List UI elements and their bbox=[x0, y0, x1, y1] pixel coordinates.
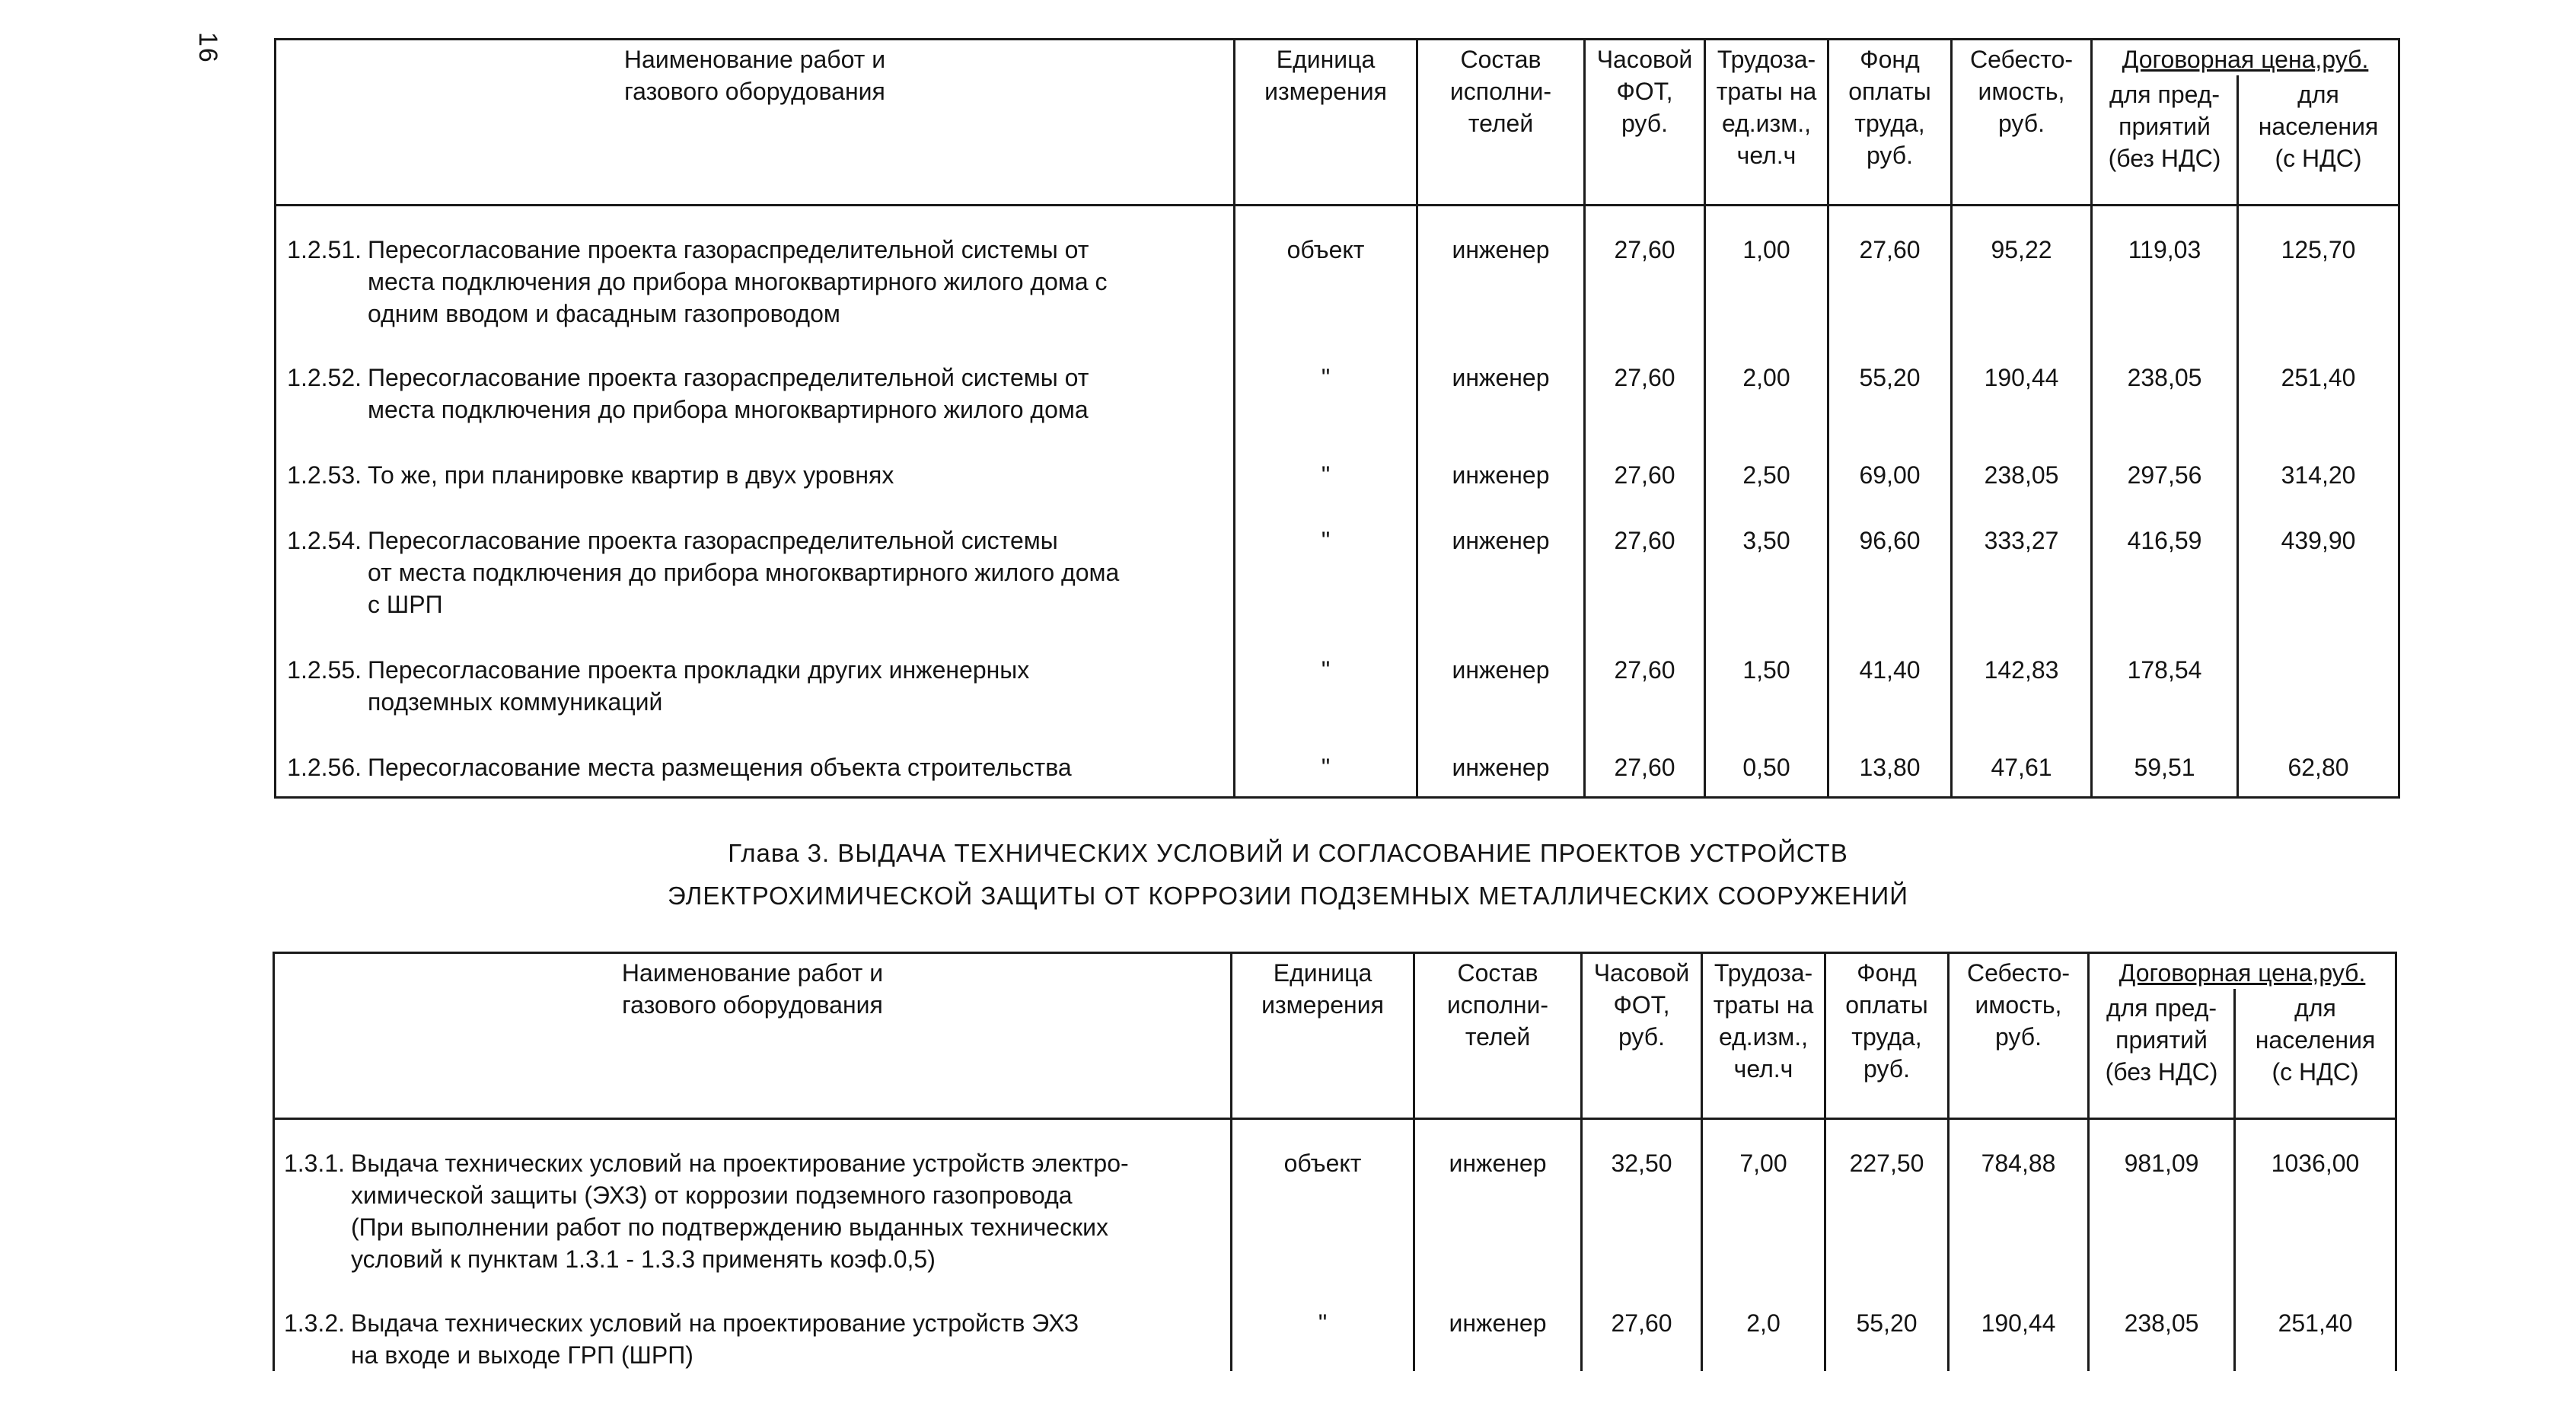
population-cell: 251,40 bbox=[2235, 1280, 2396, 1371]
header-contract-price: Договорная цена,руб. bbox=[2092, 40, 2399, 76]
work-name-cell bbox=[274, 1118, 1232, 1280]
item-number: 1.2.51. bbox=[287, 235, 362, 263]
hourly-cell: 27,60 bbox=[1585, 497, 1705, 627]
population-cell: 251,40 bbox=[2238, 334, 2399, 432]
unit-cell: " bbox=[1232, 1280, 1414, 1371]
enterprise-cell: 238,05 bbox=[2092, 334, 2238, 432]
fund-cell: 96,60 bbox=[1828, 497, 1952, 627]
work-description: Пересогласование проекта газораспределительной системы от места подключения до прибора многоквартирного жилого дома с одним вводом и фасадным газопроводом bbox=[368, 235, 1108, 327]
unit-cell: объект bbox=[1232, 1118, 1414, 1280]
work-name-cell bbox=[276, 334, 1235, 432]
fund-cell: 41,40 bbox=[1828, 627, 1952, 724]
fund-cell: 227,50 bbox=[1825, 1118, 1949, 1280]
table-row bbox=[276, 627, 2399, 724]
header-name: Наименование работ и газового оборудования bbox=[276, 40, 1235, 206]
header-fund: Фонд оплаты труда, руб. bbox=[1828, 40, 1952, 206]
cost-cell: 190,44 bbox=[1949, 1280, 2089, 1371]
header-cost: Себесто- имость, руб. bbox=[1952, 40, 2092, 206]
work-name-cell bbox=[276, 497, 1235, 627]
cost-cell: 238,05 bbox=[1952, 432, 2092, 497]
item-number: 1.3.2. bbox=[283, 1309, 345, 1337]
hourly-cell: 27,60 bbox=[1585, 334, 1705, 432]
staff-cell: инженер bbox=[1414, 1118, 1582, 1280]
fund-cell: 69,00 bbox=[1828, 432, 1952, 497]
enterprise-cell: 416,59 bbox=[2092, 497, 2238, 627]
population-cell: 314,20 bbox=[2238, 432, 2399, 497]
staff-cell: инженер bbox=[1417, 497, 1585, 627]
price-table-1 bbox=[274, 38, 2400, 799]
header-name: Наименование работ и газового оборудования bbox=[274, 953, 1232, 1119]
hourly-cell: 27,60 bbox=[1585, 205, 1705, 334]
header-fund: Фонд оплаты труда, руб. bbox=[1825, 953, 1949, 1119]
cost-cell: 333,27 bbox=[1952, 497, 2092, 627]
header-staff: Состав исполни- телей bbox=[1414, 953, 1582, 1119]
work-description: Пересогласование проекта прокладки других инженерных подземных коммуникаций bbox=[368, 656, 1030, 716]
header-enterprise: для пред- приятий (без НДС) bbox=[2089, 989, 2235, 1118]
header-unit: Единица измерения bbox=[1235, 40, 1417, 206]
labor-cell: 0,50 bbox=[1705, 724, 1828, 797]
population-cell bbox=[2238, 627, 2399, 724]
work-description: Выдача технических условий на проектирование устройств электро- химической защиты (ЭХЗ) от коррозии подземного газопровода (При выполнении работ по подтверждению выданных технических условий к пунктам 1.3.1 - 1.3.3 применять коэф.0,5) bbox=[351, 1149, 1129, 1273]
hourly-cell: 27,60 bbox=[1582, 1280, 1702, 1371]
work-description: Пересогласование места размещения объекта строительства bbox=[368, 754, 1072, 781]
unit-cell: " bbox=[1235, 432, 1417, 497]
item-number: 1.2.56. bbox=[287, 754, 362, 781]
cost-cell: 47,61 bbox=[1952, 724, 2092, 797]
header-population: для населения (с НДС) bbox=[2235, 989, 2396, 1118]
labor-cell: 1,50 bbox=[1705, 627, 1828, 724]
fund-cell: 55,20 bbox=[1825, 1280, 1949, 1371]
item-number: 1.2.52. bbox=[287, 364, 362, 391]
labor-cell: 2,00 bbox=[1705, 334, 1828, 432]
enterprise-cell: 178,54 bbox=[2092, 627, 2238, 724]
header-hourly: Часовой ФОТ, руб. bbox=[1582, 953, 1702, 1119]
table-row bbox=[276, 724, 2399, 797]
work-description: Пересогласование проекта газораспределительной системы от места подключения до прибора многоквартирного жилого дома с ШРП bbox=[368, 527, 1120, 618]
hourly-cell: 32,50 bbox=[1582, 1118, 1702, 1280]
header-staff: Состав исполни- телей bbox=[1417, 40, 1585, 206]
unit-cell: " bbox=[1235, 627, 1417, 724]
hourly-cell: 27,60 bbox=[1585, 432, 1705, 497]
item-number: 1.2.55. bbox=[287, 656, 362, 684]
population-cell: 62,80 bbox=[2238, 724, 2399, 797]
work-description: Пересогласование проекта газораспределительной системы от места подключения до прибора многоквартирного жилого дома bbox=[368, 364, 1089, 423]
labor-cell: 2,50 bbox=[1705, 432, 1828, 497]
work-description: Выдача технических условий на проектирование устройств ЭХЗ на входе и выходе ГРП (ШРП) bbox=[351, 1309, 1079, 1369]
work-name-cell bbox=[276, 724, 1235, 797]
chapter-title-line-1: Глава 3. ВЫДАЧА ТЕХНИЧЕСКИХ УСЛОВИЙ И СОГЛАСОВАНИЕ ПРОЕКТОВ УСТРОЙСТВ bbox=[728, 839, 1848, 867]
item-number: 1.2.54. bbox=[287, 527, 362, 554]
enterprise-cell: 981,09 bbox=[2089, 1118, 2235, 1280]
cost-cell: 95,22 bbox=[1952, 205, 2092, 334]
header-enterprise: для пред- приятий (без НДС) bbox=[2092, 75, 2238, 205]
fund-cell: 13,80 bbox=[1828, 724, 1952, 797]
table-row bbox=[274, 1118, 2396, 1280]
enterprise-cell: 297,56 bbox=[2092, 432, 2238, 497]
header-unit: Единица измерения bbox=[1232, 953, 1414, 1119]
staff-cell: инженер bbox=[1417, 724, 1585, 797]
enterprise-cell: 119,03 bbox=[2092, 205, 2238, 334]
chapter-title-line-2: ЭЛЕКТРОХИМИЧЕСКОЙ ЗАЩИТЫ ОТ КОРРОЗИИ ПОДЗЕМНЫХ МЕТАЛЛИЧЕСКИХ СООРУЖЕНИЙ bbox=[668, 882, 1908, 910]
work-name-cell bbox=[276, 205, 1235, 334]
population-cell: 125,70 bbox=[2238, 205, 2399, 334]
enterprise-cell: 238,05 bbox=[2089, 1280, 2235, 1371]
staff-cell: инженер bbox=[1417, 334, 1585, 432]
table-row bbox=[276, 205, 2399, 334]
population-cell: 1036,00 bbox=[2235, 1118, 2396, 1280]
unit-cell: объект bbox=[1235, 205, 1417, 334]
unit-cell: " bbox=[1235, 334, 1417, 432]
header-contract-price: Договорная цена,руб. bbox=[2089, 953, 2396, 990]
staff-cell: инженер bbox=[1417, 205, 1585, 334]
table-row bbox=[276, 334, 2399, 432]
cost-cell: 190,44 bbox=[1952, 334, 2092, 432]
cost-cell: 784,88 bbox=[1949, 1118, 2089, 1280]
header-labor: Трудоза- траты на ед.изм., чел.ч bbox=[1705, 40, 1828, 206]
item-number: 1.3.1. bbox=[283, 1149, 345, 1177]
header-cost: Себесто- имость, руб. bbox=[1949, 953, 2089, 1119]
header-population: для населения (с НДС) bbox=[2238, 75, 2399, 205]
labor-cell: 3,50 bbox=[1705, 497, 1828, 627]
labor-cell: 7,00 bbox=[1702, 1118, 1825, 1280]
unit-cell: " bbox=[1235, 724, 1417, 797]
work-description: То же, при планировке квартир в двух уровнях bbox=[368, 461, 894, 489]
cost-cell: 142,83 bbox=[1952, 627, 2092, 724]
work-name-cell bbox=[276, 432, 1235, 497]
labor-cell: 2,0 bbox=[1702, 1280, 1825, 1371]
table-row bbox=[274, 1280, 2396, 1371]
hourly-cell: 27,60 bbox=[1585, 724, 1705, 797]
population-cell: 439,90 bbox=[2238, 497, 2399, 627]
work-name-cell bbox=[276, 627, 1235, 724]
hourly-cell: 27,60 bbox=[1585, 627, 1705, 724]
staff-cell: инженер bbox=[1414, 1280, 1582, 1371]
header-labor: Трудоза- траты на ед.изм., чел.ч bbox=[1702, 953, 1825, 1119]
unit-cell: " bbox=[1235, 497, 1417, 627]
enterprise-cell: 59,51 bbox=[2092, 724, 2238, 797]
work-name-cell bbox=[274, 1280, 1232, 1371]
labor-cell: 1,00 bbox=[1705, 205, 1828, 334]
staff-cell: инженер bbox=[1417, 432, 1585, 497]
table-row bbox=[276, 432, 2399, 497]
fund-cell: 55,20 bbox=[1828, 334, 1952, 432]
fund-cell: 27,60 bbox=[1828, 205, 1952, 334]
table-row bbox=[276, 497, 2399, 627]
staff-cell: инженер bbox=[1417, 627, 1585, 724]
item-number: 1.2.53. bbox=[287, 461, 362, 489]
price-table-2 bbox=[273, 952, 2397, 1371]
page-number: 16 bbox=[193, 32, 222, 64]
header-hourly: Часовой ФОТ, руб. bbox=[1585, 40, 1705, 206]
